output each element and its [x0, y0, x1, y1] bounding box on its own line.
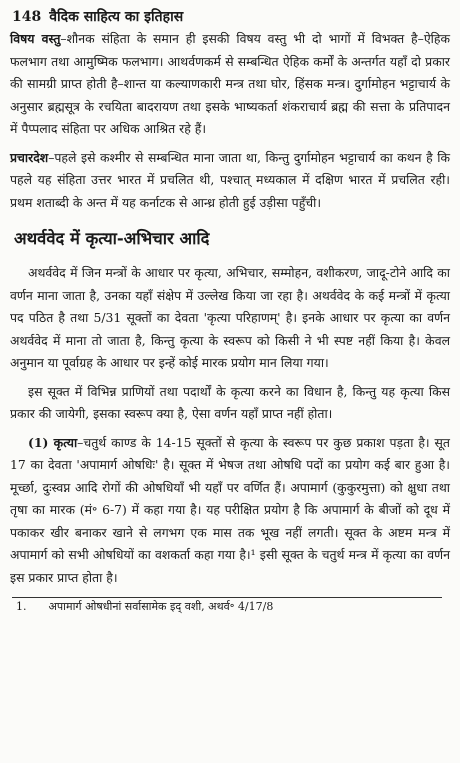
paragraph-text: –चतुर्थ काण्ड के 14-15 सूक्तों से कृत्या के स्वरूप पर कुछ प्रकाश पड़ता है। सूत 17 का देवता 'अपामार्ग ओषधिः' है। सूक्त में भेषज तथा ओषधि पदों का प्रयोग कई बार हुआ है। मूर्च्छा, दुःस्वप्न आदि रोगों की ओषधियाँ भी यहाँ पर वर्णित हैं। अपामार्ग (कुकुरमुत्ता) को क्षुधा तथा तृषा का मारक (मं॰ 6-7) में कहा गया है। यह परीक्षित प्रयोग है कि अपामार्ग के बीजों को दूध में पकाकर खीर बनाकर खाने से लगभग एक मास तक भूख नहीं लगती। सूक्त के अष्टम मन्त्र में अपामार्ग को सभी ओषधियों का वशकर्ता कहा गया है।¹ इसी सूक्त के चतुर्थ मन्त्र में कृत्या का वर्णन इस प्रकार प्राप्त होता है।	[10, 434, 451, 585]
footnote-text: अपामार्ग ओषधीनां सर्वासामेक इद् वशी, अथर्व॰ 4/17/8	[48, 600, 274, 613]
lead-term: विषय वस्तु	[10, 31, 61, 46]
footnote	[16, 598, 450, 616]
lead-term: प्रचारदेश	[10, 149, 49, 165]
paragraph-subject-matter	[10, 28, 450, 141]
section-heading: अथर्ववेद में कृत्या-अभिचार आदि	[14, 229, 210, 248]
lead-term: (1) कृत्या	[28, 434, 78, 450]
paragraph-kritya	[10, 432, 450, 590]
page-header	[12, 6, 450, 28]
paragraph-region	[10, 147, 450, 215]
page-number: 148	[12, 9, 42, 25]
paragraph-body: अथर्ववेद में जिन मन्त्रों के आधार पर कृत्या, अभिचार, सम्मोहन, वशीकरण, जादू-टोने आदि का वर्णन माना जाता है, उनका यहाँ संक्षेप में उल्लेख किया जा रहा है। अथर्ववेद के कई मन्त्रों में कृत्या पद पठित है तथा 5/31 सूक्तों का देवता 'कृत्या परिहाणम्' है। इनके आधार पर कृत्या का वर्णन अथर्ववेद में माना तो जाता है, किन्तु कृत्या के स्वरूप को किसी ने भी स्पष्ट नहीं किया है। केवल अनुमान या पूर्वाग्रह के आधार पर इन्हें कोई मारक प्रयोग मान लिया गया।	[10, 265, 450, 370]
paragraph-text: –पहले इसे कश्मीर से सम्बन्धित माना जाता था, किन्तु दुर्गामोहन भट्टाचार्य का कथन है कि पहले यह संहिता उत्तर भारत में प्रचलित थी, पश्चात् मध्यकाल में दक्षिण भारत में प्रचलित रही। प्रथम शताब्दी के अन्त में यह कर्नाटक से आन्ध्र होती हुई उड़ीसा पहुँची।	[10, 149, 450, 210]
paragraph-text: –शौनक संहिता के समान ही इसकी विषय वस्तु भी दो भागों में विभक्त है–ऐहिक फलभाग तथा आमुष्मिक फलभाग। आथर्वणकर्म से सम्बन्धित ऐहिक कर्मों के अन्तर्गत यहाँ दो प्रकार की सामग्री प्राप्त होती है–शान्त या कल्याणकारी मन्त्र तथा घोर, हिंसक मन्त्र। दुर्गामोहन भट्टाचार्य के अनुसार ब्रह्मसूत्र के रचयिता बादरायण तथा इसके भाष्यकर्ता शंकराचार्य ब्रह्म की सत्ता के प्रतिपादन में पैप्पलाद संहिता पर अधिक आश्रित रहे हैं।	[10, 31, 450, 136]
paragraph-body: इस सूक्त में विभिन्न प्राणियों तथा पदार्थों के कृत्या करने का विधान है, किन्तु यह कृत्या किस प्रकार की जायेगी, इसका स्वरूप क्या है, ऐसा वर्णन यहाँ प्राप्त नहीं होता।	[10, 383, 450, 421]
footnote-marker: 1.	[16, 600, 27, 613]
running-title: वैदिक साहित्य का इतिहास	[49, 9, 184, 25]
